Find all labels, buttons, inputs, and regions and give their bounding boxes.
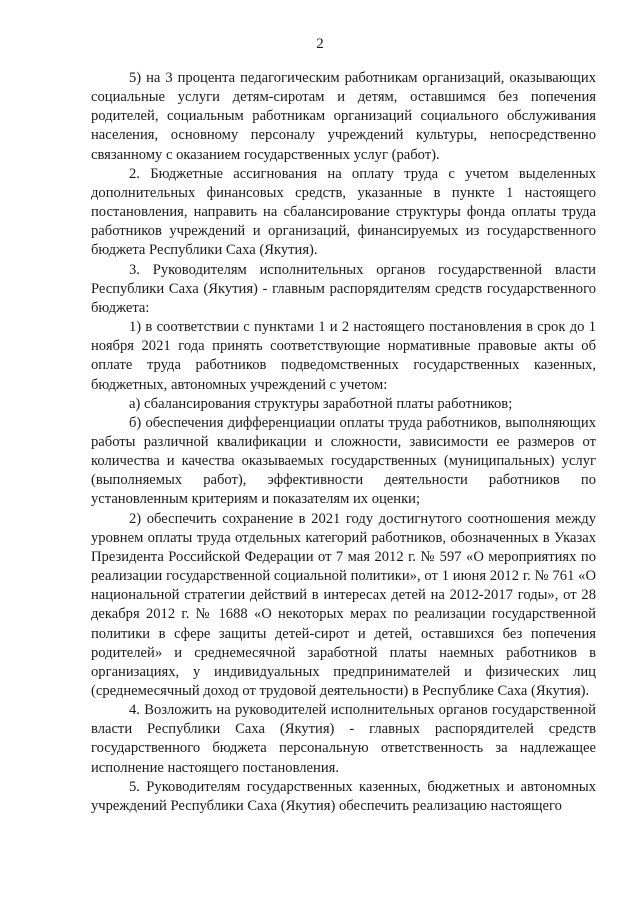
paragraph-subitem-b: б) обеспечения дифференциации оплаты труда работников, выполняющих работы различной квалификации и сложности, зависимости ее размеров от количества и качества оказываемых государственных (муниципальных) услуг (выполняемых работ), эффективности деятельности работников по установленным критериям и показателям их оценки;	[91, 414, 596, 508]
paragraph-subitem-1-acts: 1) в соответствии с пунктами 1 и 2 настоящего постановления в срок до 1 ноября 2021 года принять соответствующие нормативные правовые акты об оплате труда работников подведомственных государственных казенных, бюджетных, автономных учреждений с учетом:	[91, 319, 596, 393]
paragraph-clause-3-heads: 3. Руководителям исполнительных органов государственной власти Республики Саха (Якутия) - главным распорядителям средств государственного бюджета:	[91, 261, 596, 316]
paragraph-clause-5-institutions: 5. Руководителям государственных казенных, бюджетных и автономных учреждений Республики Саха (Якутия) обеспечить реализацию настоящего	[91, 778, 596, 814]
paragraph-subitem-2-ratio: 2) обеспечить сохранение в 2021 году достигнутого соотношения между уровнем оплаты труда отдельных категорий работников, обозначенных в Указах Президента Российской Федерации от 7 мая 2012 г. № 597 «О мероприятиях по реализации государственной социальной политики», от 1 июня 2012 г. № 761 «О национальной стратегии действий в интересах детей на 2012-2017 годы», от 28 декабря 2012 г. № 1688 «О некоторых мерах по реализации государственной политики в сфере защиты детей-сирот и детей, оставшихся без попечения родителей» и среднемесячной заработной платы наемных работников в организациях, у индивидуальных предпринимателей и физических лиц (среднемесячный доход от трудовой деятельности) в Республике Саха (Якутия).	[91, 510, 596, 699]
paragraph-subitem-a: а) сбалансирования структуры заработной платы работников;	[129, 395, 513, 412]
document-body	[91, 69, 596, 816]
paragraph-item-5-pedagogical: 5) на 3 процента педагогическим работникам организаций, оказывающих социальные услуги детям-сиротам и детям, оставшимся без попечения родителей, социальным работникам организаций социального обслуживания населения, основному персоналу учреждений культуры, непосредственно связанному с оказанием государственных услуг (работ).	[91, 70, 596, 163]
paragraph-clause-2-budget: 2. Бюджетные ассигнования на оплату труда с учетом выделенных дополнительных финансовых средств, указанные в пункте 1 настоящего постановления, направить на сбалансирование структуры фонда оплаты труда работников учреждений и организаций, финансируемых из государственного бюджета Республики Саха (Якутия).	[91, 165, 596, 259]
page-number: 2	[316, 36, 324, 52]
paragraph-clause-4-responsibility: 4. Возложить на руководителей исполнительных органов государственной власти Республики Саха (Якутия) - главных распорядителей средств государственного бюджета персональную ответственность за надлежащее исполнение настоящего постановления.	[91, 702, 596, 776]
